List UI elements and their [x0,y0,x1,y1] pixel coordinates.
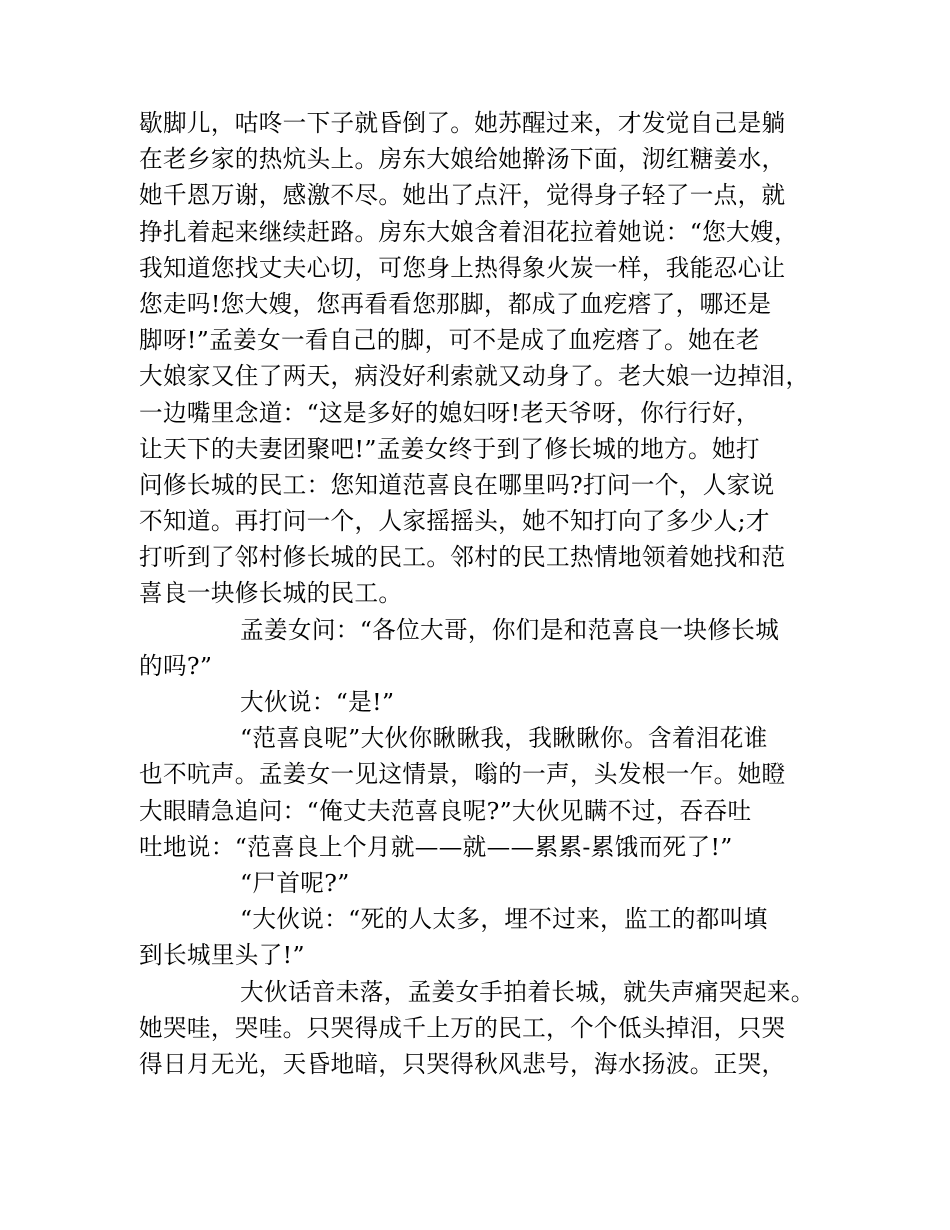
text-line: 大眼睛急追问：“俺丈夫范喜良呢?”大伙见瞒不过，吞吞吐 [139,796,752,825]
paragraph-first-line: “大伙说：“死的人太多，埋不过来，监工的都叫填 [240,905,768,934]
text-line: 歇脚儿，咕咚一下子就昏倒了。她苏醒过来，才发觉自己是躺 [139,109,786,137]
text-line: 大娘家又住了两天，病没好利索就又动身了。老大娘一边掉泪， [139,362,810,391]
paragraph-first-line: “范喜良呢”大伙你瞅瞅我，我瞅瞅你。含着泪花谁 [240,724,768,753]
text-line: 她千恩万谢，感激不尽。她出了点汗，觉得身子轻了一点，就 [139,181,786,210]
text-line: 挣扎着起来继续赶路。房东大娘含着泪花拉着她说：“您大嫂， [139,217,798,246]
paragraph-first-line: 大伙说：“是!” [240,688,395,716]
text-line: 打听到了邻村修长城的民工。邻村的民工热情地领着她找和范 [139,543,786,572]
paragraph-first-line: 大伙话音未落，孟姜女手拍着长城，就失声痛哭起来。 [240,977,815,1006]
text-line: 问修长城的民工：您知道范喜良在哪里吗?打问一个，人家说 [139,470,775,499]
text-line: 得日月无光，天昏地暗，只哭得秋风悲号，海水扬波。正哭， [139,1049,786,1078]
text-line: 脚呀!”孟姜女一看自己的脚，可不是成了血疙瘩了。她在老 [139,326,760,355]
text-line: 让天下的夫妻团聚吧!”孟姜女终于到了修长城的地方。她打 [139,434,760,463]
text-line: 我知道您找丈夫心切，可您身上热得象火炭一样，我能忍心让 [139,253,786,282]
text-line: 喜良一块修长城的民工。 [139,579,403,608]
text-line: 吐地说：“范喜良上个月就——就——累累-累饿而死了!” [139,832,733,861]
text-line: 她哭哇，哭哇。只哭得成千上万的民工，个个低头掉泪，只哭 [139,1013,786,1042]
text-line: 也不吭声。孟姜女一见这情景，嗡的一声，头发根一乍。她瞪 [139,760,786,789]
text-line: 一边嘴里念道：“这是多好的媳妇呀!老天爷呀，你行行好， [139,398,760,427]
paragraph-first-line: “尸首呢?” [240,868,350,897]
paragraph-first-line: 孟姜女问：“各位大哥，你们是和范喜良一块修长城 [240,615,780,644]
text-line: 您走吗!您大嫂，您再看看您那脚，都成了血疙瘩了，哪还是 [139,289,772,318]
body-text [139,105,839,1082]
text-line: 不知道。再打问一个，人家摇摇头，她不知打向了多少人;才 [139,507,770,536]
text-line: 到长城里头了!” [139,941,305,970]
text-line: 在老乡家的热炕头上。房东大娘给她擀汤下面，沏红糖姜水， [139,145,786,174]
text-line: 的吗?” [139,651,213,680]
